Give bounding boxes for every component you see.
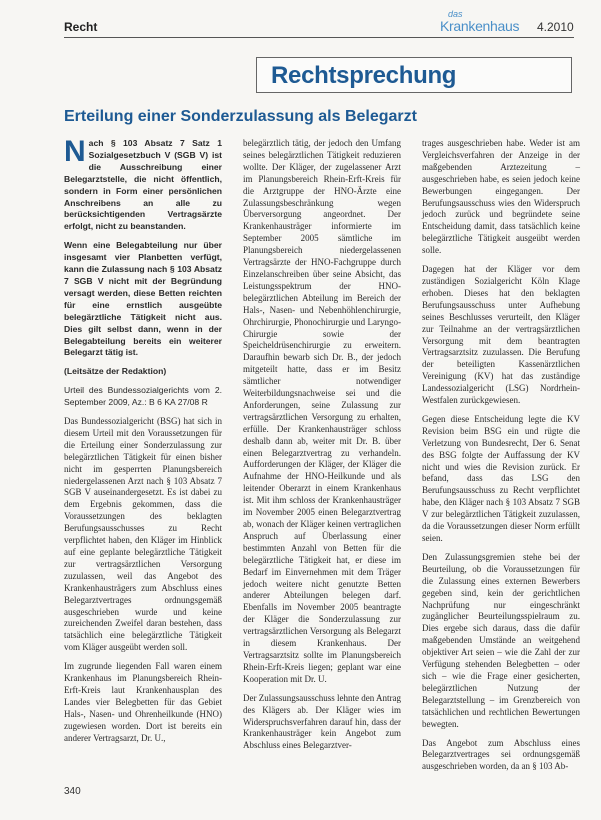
body-paragraph: Das Bundessozialgericht (BSG) hat sich in diesem Urteil mit den Voraussetzungen für die Erteilung einer Sonderzulassung zur belegärztlichen Tätigkeit für einen bisher nicht im gesperrten Planungsbereich niedergelassenen Arzt nach § 103 Absatz 7 SGB V auseinandergesetzt. Es ist dabei zu dem Ergebnis gekommen, dass die Voraussetzungen des beklagten Berufungsausschusses zu Recht verpflichtet haben, den Kläger im Hinblick auf eine geplante belegärztliche Tätigkeit zur vertragsärztlichen Versorgung zuzulassen, weil das Angebot des Krankenhausträgers zum Abschluss eines Belegarztvertrages ordnungsgemäß ausgeschrieben wurde und keine zureichenden Zweifel daran bestehen, dass tatsächlich eine belegärztliche Tätigkeit vom Kläger ausgeübt werden soll.	[64, 416, 222, 653]
judgment-reference: Urteil des Bundessozialgerichts vom 2. September 2009, Az.: B 6 KA 27/08 R	[64, 385, 222, 408]
body-paragraph: Der Zulassungsausschuss lehnte den Antrag des Klägers ab. Der Kläger wies im Widerspruchsverfahren darauf hin, dass der Krankenhausträger kein Angebot zum Abschluss eines Belegarztver-	[243, 692, 401, 751]
journal-logo	[440, 9, 535, 35]
text-column-2	[243, 138, 401, 759]
body-paragraph: belegärztlich tätig, der jedoch den Umfang seines belegärztlichen Tätigkeit reduzieren wollte. Der Kläger, der zugelassener Arzt im Planungsbereich Rhein-Erft-Kreis für die Arztgruppe der HNO-Ärzte eine Zulassungsbeschränkung wegen Überversorgung angeordnet. Der Krankenhausträger informierte im September 2005 sämtliche im Planungsbereich niedergelassenen Vertragsärzte der HNO-Fachgruppe durch Einzelanschreiben über seine Absicht, das Leistungsspektrum der HNO-belegärztlichen Abteilung im Bereich der Hals-, Nasen- und Nebenhöhlenchirurgie, Ohrchirurgie, Phonochirurgie und Laryngo-Chirurgie sowie der Speicheldrüsenchirurgie zu erweitern. Daraufhin bewarb sich Dr. B., der jedoch mitgeteilt hatte, dass er im Besitz sämtlicher notwendiger Weiterbildungsnachweise sei und die Anforderungen, seine Zulassung zur vertragsärztlichen Versorgung zu erhalten, erfülle. Der Krankenhausträger schloss deshalb dann ab, weiter mit Dr. B. über einen Belegarztvertrag zu verhandeln. Aufforderungen der Kläger, der Kläger die Aufnahme der HNO-Heilkunde und als leitender Oberarzt in einem Krankenhaus ist. Mit ihm schloss der Krankenhausträger im November 2005 einen Belegarztvertrag ab, wonach der Kläger keinen vertraglichen Anspruch auf Überlassung einer bestimmten Anzahl von Betten für die belegärztliche Tätigkeit hat, er diese im Bedarf im Einvernehmen mit dem Träger jedoch weitere nicht genutzte Betten anderer Abteilungen belegen darf. Ebenfalls im November 2005 beantragte der Kläger die Sonderzulassung zur vertragsärztlichen Versorgung als Belegarzt in diesem Krankenhaus. Der Vertragsarztsitz sollte im Planungsbereich Rhein-Erft-Kreis liegen; geplant war eine Kooperation mit Dr. U.	[243, 138, 401, 684]
body-paragraph: trages ausgeschrieben habe. Weder ist am Vergleichsverfahren der Anzeige in der maßgebenden Arztezeitung – ausgeschrieben habe, es seien jedoch keine Bewerbungen eingegangen. Der Berufungsausschuss wies den Widerspruch jedoch zurück und begründete seine Entscheidung damit, dass tatsächlich keine belegärztliche Tätigkeit ausgeübt werden solle.	[422, 138, 580, 256]
lead-paragraph-1	[64, 135, 222, 233]
drop-cap: N	[64, 135, 86, 168]
page-number: 340	[64, 786, 81, 797]
editorial-note: (Leitsätze der Redaktion)	[64, 366, 167, 377]
journal-logo-prefix: das	[448, 9, 463, 19]
section-label: Recht	[64, 20, 98, 34]
lead-paragraph-2: Wenn eine Belegabteilung nur über insgesamt vier Planbetten verfügt, kann die Zulassung nach § 103 Absatz 7 SGB V nicht mit der Begründung versagt werden, diese Betten reichten für eine ernstlich ausgeübte belegärztliche Tätigkeit nicht aus. Dies gilt selbst dann, wenn in der Belegabteilung bereits ein weiterer Belegarzt tätig ist.	[64, 240, 222, 358]
article-title: Erteilung einer Sonderzulassung als Belegarzt	[64, 108, 417, 125]
lead-text-1: ach § 103 Absatz 7 Satz 1 Sozialgesetzbuch V (SGB V) ist die Ausschreibung einer Belegarztstelle, die nicht öffentlich, sondern in Form einer persönlichen Anschreibens an alle zu berücksichtigenden Vertragsärzte erfolgt, nicht zu beanstanden.	[64, 138, 222, 232]
body-paragraph: Dagegen hat der Kläger vor dem zuständigen Sozialgericht Köln Klage erhoben. Dieses hat den beklagten Berufungsausschuss unter Aufhebung seines Beschlusses verurteilt, den Kläger zur Teilnahme an der vertragsärztlichen Versorgung mit dem beantragten Vertragsarztsitz zuzulassen. Die Berufung der beteiligten Kassenärztlichen Vereinigung (KV) hat das zuständige Landessozialgericht (LSG) Nordrhein-Westfalen zurückgewiesen.	[422, 264, 580, 406]
journal-logo-name: Krankenhaus	[440, 18, 520, 34]
rubric-title: Rechtsprechung	[271, 62, 457, 89]
issue-number: 4.2010	[537, 20, 574, 34]
header-divider	[64, 37, 574, 38]
rubric-box	[256, 57, 572, 93]
body-paragraph: Gegen diese Entscheidung legte die KV Revision beim BSG ein und rügte die Verletzung von Bundesrecht, Der 6. Senat des BSG folgte der Auffassung der KV nicht und wies die Revision zurück. Er befand, dass das LSG den Berufungsausschuss zu Recht verpflichtet habe, den Kläger nach § 103 Absatz 7 SGB V zur belegärztlichen Tätigkeit zuzulassen, da die Voraussetzungen dieser Norm erfüllt seien.	[422, 413, 580, 543]
text-column-1	[64, 135, 222, 752]
body-paragraph: Den Zulassungsgremien stehe bei der Beurteilung, ob die Voraussetzungen für die Zulassung eines externen Bewerbers gegeben sind, kein der gerichtlichen Nachprüfung nur eingeschränkt zugänglicher Beurteilungsspielraum zu. Dies ergebe sich daraus, dass die dafür maßgebenden Umstände an weitgehend objektiver Art seien – wie die Zahl der zur Verfügung stehenden Belegbetten – oder sich – wie die Frage einer gesicherten, belegärztlichen Nutzung der Belegarztstellung – im Grenzbereich von tatsächlichen und rechtlichen Bewertungen bewegten.	[422, 551, 580, 729]
body-paragraph: Im zugrunde liegenden Fall waren einem Krankenhaus im Planungsbereich Rhein-Erft-Kreis laut Krankenhausplan des Landes vier Belegbetten für das Gebiet Hals-, Nasen- und Ohrenheilkunde (HNO) zugewiesen worden. Dort ist bereits ein anderer Vertragsarzt, Dr. U.,	[64, 661, 222, 743]
body-paragraph: Das Angebot zum Abschluss eines Belegarztvertrages sei ordnungsgemäß ausgeschrieben worden, da an § 103 Ab-	[422, 737, 580, 772]
text-column-3	[422, 138, 580, 780]
page-header	[0, 0, 601, 38]
